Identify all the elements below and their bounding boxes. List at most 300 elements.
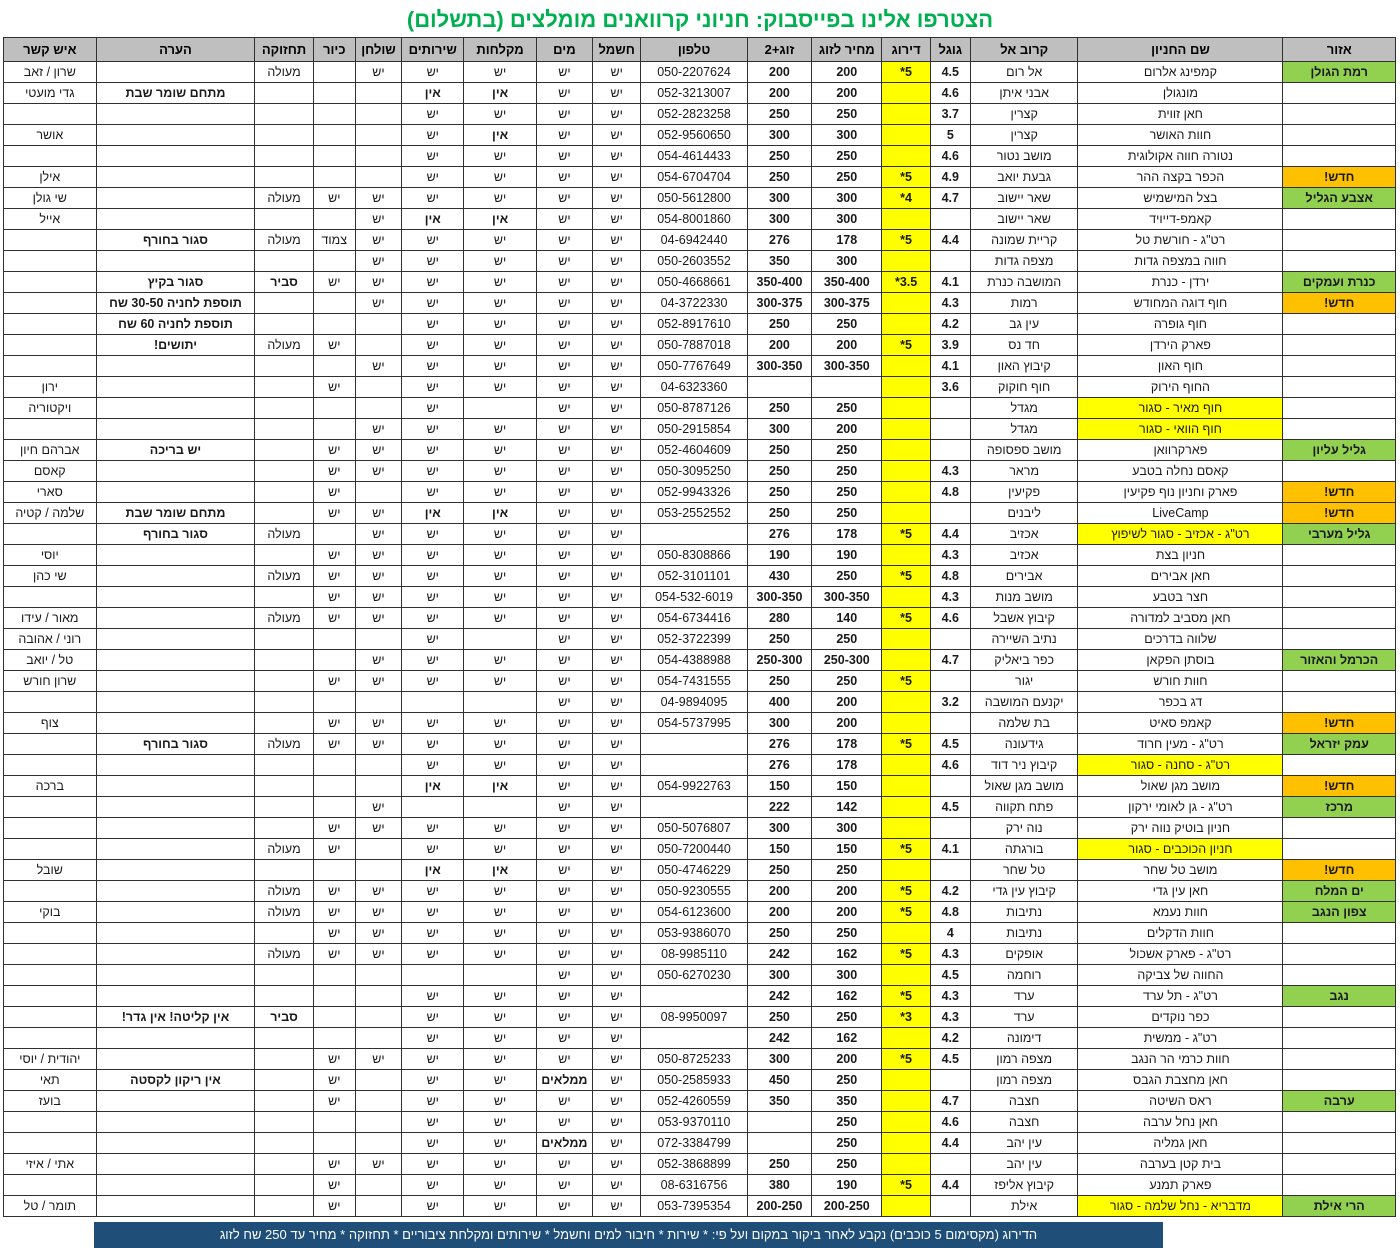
picnic-table-cell: יש [355, 1154, 401, 1175]
area-cell [1283, 461, 1396, 482]
note-cell [96, 797, 255, 818]
table-row [4, 545, 1396, 566]
water-cell: יש [536, 398, 592, 419]
table-row [4, 818, 1396, 839]
price-couple-plus2-cell: 250-300 [747, 650, 811, 671]
google-rating-cell: 4.2 [930, 881, 970, 902]
contact-cell [4, 272, 97, 293]
area-cell: עמק יזראל [1283, 734, 1396, 755]
showers-cell: יש [464, 62, 536, 83]
price-couple-cell: 178 [812, 230, 882, 251]
near-cell: אופקים [970, 944, 1078, 965]
site-name-cell: חאן מחצבת הגבס [1078, 1070, 1283, 1091]
electricity-cell: יש [593, 818, 641, 839]
showers-cell: יש [464, 1154, 536, 1175]
electricity-cell: יש [593, 356, 641, 377]
electricity-cell: יש [593, 650, 641, 671]
phone-cell: 050-8787126 [641, 398, 748, 419]
table-row [4, 251, 1396, 272]
contact-cell: טל / יואב [4, 650, 97, 671]
sink-cell: יש [313, 566, 355, 587]
price-couple-cell: 140 [812, 608, 882, 629]
electricity-cell: יש [593, 545, 641, 566]
price-couple-plus2-cell: 200 [747, 335, 811, 356]
site-name-cell: חאן גמליה [1078, 1133, 1283, 1154]
maintenance-cell: מעולה [255, 524, 313, 545]
star-rating-cell [882, 1154, 930, 1175]
google-rating-cell: 4 [930, 923, 970, 944]
sink-cell: יש [313, 902, 355, 923]
phone-cell: 08-9950097 [641, 1007, 748, 1028]
water-cell: יש [536, 1007, 592, 1028]
toilets-cell: יש [402, 881, 464, 902]
toilets-cell: יש [402, 629, 464, 650]
price-couple-cell: 250 [812, 566, 882, 587]
table-row [4, 923, 1396, 944]
site-name-cell: רט"ג - פארק אשכול [1078, 944, 1283, 965]
price-couple-cell: 250 [812, 440, 882, 461]
price-couple-cell: 162 [812, 986, 882, 1007]
site-name-cell: חניון בצת [1078, 545, 1283, 566]
showers-cell: יש [464, 335, 536, 356]
phone-cell: 04-9894095 [641, 692, 748, 713]
picnic-table-cell: יש [355, 734, 401, 755]
note-cell [96, 356, 255, 377]
site-name-cell: קמפינג אלרום [1078, 62, 1283, 83]
note-cell [96, 986, 255, 1007]
google-rating-cell: 4.3 [930, 587, 970, 608]
site-name-cell: רט"ג - אכזיב - סגור לשיפוץ [1078, 524, 1283, 545]
table-row [4, 1175, 1396, 1196]
contact-cell: שרון חורש [4, 671, 97, 692]
water-cell: יש [536, 335, 592, 356]
area-cell: חדש! [1283, 503, 1396, 524]
star-rating-cell: 5* [882, 608, 930, 629]
picnic-table-cell: יש [355, 503, 401, 524]
star-rating-cell: 5* [882, 566, 930, 587]
note-cell: סגור בחורף [96, 734, 255, 755]
site-name-cell: מונגולן [1078, 83, 1283, 104]
showers-cell: יש [464, 1196, 536, 1217]
phone-cell [641, 755, 748, 776]
table-row [4, 440, 1396, 461]
phone-cell: 050-2207624 [641, 62, 748, 83]
showers-cell: יש [464, 986, 536, 1007]
maintenance-cell [255, 755, 313, 776]
sink-cell [313, 1133, 355, 1154]
contact-cell: שובל [4, 860, 97, 881]
area-cell: הרי אילת [1283, 1196, 1396, 1217]
contact-cell: רוני / אהובה [4, 629, 97, 650]
toilets-cell: יש [402, 755, 464, 776]
note-cell [96, 965, 255, 986]
price-couple-plus2-cell: 200-250 [747, 1196, 811, 1217]
showers-cell: אין [464, 860, 536, 881]
area-cell: ערבה [1283, 1091, 1396, 1112]
phone-cell: 050-8725233 [641, 1049, 748, 1070]
google-rating-cell: 4.6 [930, 83, 970, 104]
maintenance-cell [255, 167, 313, 188]
phone-cell: 054-6704704 [641, 167, 748, 188]
table-row [4, 62, 1396, 83]
table-row [4, 83, 1396, 104]
note-cell [96, 902, 255, 923]
electricity-cell: יש [593, 1049, 641, 1070]
google-rating-cell [930, 818, 970, 839]
near-cell: בת שלמה [970, 713, 1078, 734]
area-cell: חדש! [1283, 776, 1396, 797]
toilets-cell: יש [402, 671, 464, 692]
star-rating-cell [882, 587, 930, 608]
near-cell: קיבוץ ניר דוד [970, 755, 1078, 776]
picnic-table-cell [355, 1112, 401, 1133]
google-rating-cell: 4.1 [930, 839, 970, 860]
maintenance-cell [255, 1196, 313, 1217]
area-cell [1283, 692, 1396, 713]
rating-legend-footer: הדירוג (מקסימום 5 כוכבים) נקבע לאחר ביקור במקום ועל פי: * שירות * חיבור למים וחשמל * שירותים ומקלחת ציבוריים * תחזוקה * מחיר עד 250 שח לזוג [94, 1222, 1163, 1248]
table-row [4, 524, 1396, 545]
water-cell: יש [536, 146, 592, 167]
sink-cell: יש [313, 734, 355, 755]
showers-cell: יש [464, 146, 536, 167]
star-rating-cell: 5* [882, 944, 930, 965]
column-header-toilets: שירותים [402, 38, 464, 62]
price-couple-plus2-cell: 250 [747, 1007, 811, 1028]
price-couple-cell: 300-350 [812, 587, 882, 608]
note-cell [96, 1196, 255, 1217]
sink-cell [313, 419, 355, 440]
star-rating-cell [882, 146, 930, 167]
contact-cell [4, 251, 97, 272]
near-cell: אילת [970, 1196, 1078, 1217]
page-title: הצטרפו אלינו בפייסבוק: חניוני קרוואנים מומלצים (בתשלום) [406, 7, 994, 32]
price-couple-plus2-cell: 242 [747, 944, 811, 965]
star-rating-cell [882, 440, 930, 461]
price-couple-plus2-cell: 400 [747, 692, 811, 713]
water-cell: יש [536, 923, 592, 944]
water-cell: יש [536, 1091, 592, 1112]
phone-cell: 052-3868899 [641, 1154, 748, 1175]
toilets-cell: יש [402, 104, 464, 125]
electricity-cell: יש [593, 860, 641, 881]
maintenance-cell [255, 650, 313, 671]
price-couple-plus2-cell: 222 [747, 797, 811, 818]
star-rating-cell: 5* [882, 1175, 930, 1196]
price-couple-cell: 250 [812, 1154, 882, 1175]
price-couple-cell: 162 [812, 944, 882, 965]
contact-cell [4, 986, 97, 1007]
near-cell: עין גב [970, 314, 1078, 335]
toilets-cell: יש [402, 1133, 464, 1154]
toilets-cell: יש [402, 482, 464, 503]
maintenance-cell [255, 587, 313, 608]
note-cell: אין קליטה! אין גדר! [96, 1007, 255, 1028]
contact-cell [4, 1112, 97, 1133]
sink-cell [313, 755, 355, 776]
electricity-cell: יש [593, 713, 641, 734]
water-cell: יש [536, 587, 592, 608]
maintenance-cell [255, 1154, 313, 1175]
maintenance-cell [255, 776, 313, 797]
picnic-table-cell: יש [355, 440, 401, 461]
area-cell [1283, 608, 1396, 629]
showers-cell: יש [464, 167, 536, 188]
electricity-cell: יש [593, 902, 641, 923]
site-name-cell: שלווה בדרכים [1078, 629, 1283, 650]
contact-cell: תומר / טל [4, 1196, 97, 1217]
star-rating-cell: 5* [882, 671, 930, 692]
star-rating-cell [882, 1196, 930, 1217]
price-couple-plus2-cell: 350 [747, 1091, 811, 1112]
sink-cell [313, 650, 355, 671]
toilets-cell: יש [402, 944, 464, 965]
toilets-cell: יש [402, 356, 464, 377]
electricity-cell: יש [593, 1175, 641, 1196]
google-rating-cell [930, 440, 970, 461]
picnic-table-cell [355, 398, 401, 419]
sink-cell: יש [313, 839, 355, 860]
maintenance-cell [255, 1049, 313, 1070]
maintenance-cell [255, 209, 313, 230]
area-cell [1283, 398, 1396, 419]
picnic-table-cell [355, 965, 401, 986]
area-cell [1283, 1028, 1396, 1049]
maintenance-cell [255, 1133, 313, 1154]
picnic-table-cell [355, 167, 401, 188]
toilets-cell: יש [402, 440, 464, 461]
area-cell: אצבע הגליל [1283, 188, 1396, 209]
picnic-table-cell [355, 776, 401, 797]
water-cell: יש [536, 818, 592, 839]
area-cell: חדש! [1283, 293, 1396, 314]
toilets-cell: יש [402, 545, 464, 566]
picnic-table-cell [355, 1028, 401, 1049]
water-cell: יש [536, 881, 592, 902]
phone-cell: 04-6323360 [641, 377, 748, 398]
star-rating-cell [882, 482, 930, 503]
near-cell: נתיבות [970, 902, 1078, 923]
star-rating-cell [882, 251, 930, 272]
sink-cell [313, 167, 355, 188]
picnic-table-cell: יש [355, 671, 401, 692]
showers-cell: יש [464, 650, 536, 671]
picnic-table-cell: יש [355, 566, 401, 587]
price-couple-cell: 300 [812, 251, 882, 272]
water-cell: יש [536, 188, 592, 209]
electricity-cell: יש [593, 671, 641, 692]
price-couple-plus2-cell: 300 [747, 419, 811, 440]
note-cell [96, 482, 255, 503]
area-cell: חדש! [1283, 713, 1396, 734]
maintenance-cell [255, 1175, 313, 1196]
sink-cell: יש [313, 1175, 355, 1196]
column-header-table: שולחן [355, 38, 401, 62]
area-cell [1283, 839, 1396, 860]
sink-cell [313, 776, 355, 797]
google-rating-cell [930, 1154, 970, 1175]
water-cell: יש [536, 503, 592, 524]
price-couple-plus2-cell: 276 [747, 734, 811, 755]
price-couple-plus2-cell: 300-350 [747, 587, 811, 608]
maintenance-cell: מעולה [255, 881, 313, 902]
electricity-cell: יש [593, 167, 641, 188]
sink-cell: יש [313, 503, 355, 524]
area-cell [1283, 818, 1396, 839]
site-name-cell: חוף מאיר - סגור [1078, 398, 1283, 419]
table-row [4, 356, 1396, 377]
price-couple-plus2-cell: 150 [747, 776, 811, 797]
google-rating-cell [930, 503, 970, 524]
price-couple-cell: 200 [812, 62, 882, 83]
near-cell: מצפה רמון [970, 1049, 1078, 1070]
price-couple-plus2-cell [747, 377, 811, 398]
google-rating-cell: 4.3 [930, 1007, 970, 1028]
google-rating-cell: 4.3 [930, 986, 970, 1007]
water-cell: יש [536, 545, 592, 566]
electricity-cell: יש [593, 692, 641, 713]
near-cell: דימונה [970, 1028, 1078, 1049]
water-cell: יש [536, 692, 592, 713]
electricity-cell: יש [593, 797, 641, 818]
area-cell [1283, 314, 1396, 335]
picnic-table-cell: יש [355, 419, 401, 440]
phone-cell: 050-6270230 [641, 965, 748, 986]
table-row [4, 314, 1396, 335]
picnic-table-cell: יש [355, 188, 401, 209]
price-couple-plus2-cell: 250 [747, 146, 811, 167]
google-rating-cell: 4.1 [930, 272, 970, 293]
google-rating-cell: 4.3 [930, 944, 970, 965]
water-cell: יש [536, 1049, 592, 1070]
near-cell: מושב נטור [970, 146, 1078, 167]
electricity-cell: יש [593, 1007, 641, 1028]
toilets-cell: יש [402, 587, 464, 608]
star-rating-cell [882, 419, 930, 440]
star-rating-cell: 5* [882, 986, 930, 1007]
table-row [4, 1028, 1396, 1049]
maintenance-cell: מעולה [255, 335, 313, 356]
electricity-cell: יש [593, 398, 641, 419]
electricity-cell: יש [593, 755, 641, 776]
contact-cell: ברכה [4, 776, 97, 797]
price-couple-cell: 200 [812, 692, 882, 713]
water-cell: יש [536, 482, 592, 503]
picnic-table-cell: יש [355, 272, 401, 293]
water-cell: יש [536, 524, 592, 545]
toilets-cell: אין [402, 83, 464, 104]
water-cell: ממלאים [536, 1070, 592, 1091]
note-cell: סגור בחורף [96, 524, 255, 545]
column-header-name: שם החניון [1078, 38, 1283, 62]
table-row [4, 1049, 1396, 1070]
table-row [4, 629, 1396, 650]
phone-cell [641, 734, 748, 755]
maintenance-cell [255, 797, 313, 818]
google-rating-cell: 3.9 [930, 335, 970, 356]
price-couple-cell: 200 [812, 83, 882, 104]
table-row [4, 902, 1396, 923]
phone-cell: 050-8308866 [641, 545, 748, 566]
electricity-cell: יש [593, 734, 641, 755]
site-name-cell: חצר בטבע [1078, 587, 1283, 608]
phone-cell: 050-4746229 [641, 860, 748, 881]
site-name-cell: רט"ג - מעין חרוד [1078, 734, 1283, 755]
water-cell: יש [536, 776, 592, 797]
note-cell: סגור בחורף [96, 230, 255, 251]
phone-cell: 054-6734416 [641, 608, 748, 629]
toilets-cell [402, 797, 464, 818]
contact-cell [4, 818, 97, 839]
phone-cell: 054-5737995 [641, 713, 748, 734]
google-rating-cell: 4.3 [930, 293, 970, 314]
maintenance-cell: מעולה [255, 608, 313, 629]
showers-cell: יש [464, 545, 536, 566]
picnic-table-cell: יש [355, 62, 401, 83]
column-header-near: קרוב אל [970, 38, 1078, 62]
star-rating-cell [882, 965, 930, 986]
electricity-cell: יש [593, 419, 641, 440]
electricity-cell: יש [593, 1028, 641, 1049]
sink-cell: יש [313, 671, 355, 692]
price-couple-cell: 250 [812, 923, 882, 944]
google-rating-cell: 4.7 [930, 650, 970, 671]
water-cell: יש [536, 986, 592, 1007]
note-cell [96, 377, 255, 398]
area-cell [1283, 125, 1396, 146]
note-cell [96, 566, 255, 587]
toilets-cell: יש [402, 734, 464, 755]
showers-cell: יש [464, 1070, 536, 1091]
toilets-cell: יש [402, 1154, 464, 1175]
site-name-cell: חאן מסביב למדורה [1078, 608, 1283, 629]
price-couple-cell: 190 [812, 545, 882, 566]
contact-cell: ויקטוריה [4, 398, 97, 419]
water-cell: יש [536, 944, 592, 965]
sink-cell [313, 1007, 355, 1028]
star-rating-cell: 5* [882, 1049, 930, 1070]
price-couple-cell: 350-400 [812, 272, 882, 293]
near-cell: אבירים [970, 566, 1078, 587]
google-rating-cell [930, 1070, 970, 1091]
water-cell: יש [536, 965, 592, 986]
electricity-cell: יש [593, 776, 641, 797]
near-cell: אכזיב [970, 545, 1078, 566]
phone-cell: 054-7431555 [641, 671, 748, 692]
electricity-cell: יש [593, 1070, 641, 1091]
showers-cell: יש [464, 461, 536, 482]
note-cell [96, 545, 255, 566]
table-body [4, 62, 1396, 1217]
phone-cell: 052-3101101 [641, 566, 748, 587]
star-rating-cell [882, 1091, 930, 1112]
contact-cell [4, 881, 97, 902]
contact-cell [4, 1007, 97, 1028]
near-cell: עין יהב [970, 1133, 1078, 1154]
price-couple-cell: 178 [812, 524, 882, 545]
electricity-cell: יש [593, 209, 641, 230]
area-cell: נגב [1283, 986, 1396, 1007]
table-row [4, 482, 1396, 503]
contact-cell: גדי מועטי [4, 83, 97, 104]
toilets-cell: יש [402, 1070, 464, 1091]
sink-cell [313, 356, 355, 377]
price-couple-plus2-cell: 250 [747, 440, 811, 461]
site-name-cell: חאן נחל ערבה [1078, 1112, 1283, 1133]
picnic-table-cell: יש [355, 209, 401, 230]
star-rating-cell: 5* [882, 734, 930, 755]
google-rating-cell: 3.2 [930, 692, 970, 713]
note-cell [96, 209, 255, 230]
